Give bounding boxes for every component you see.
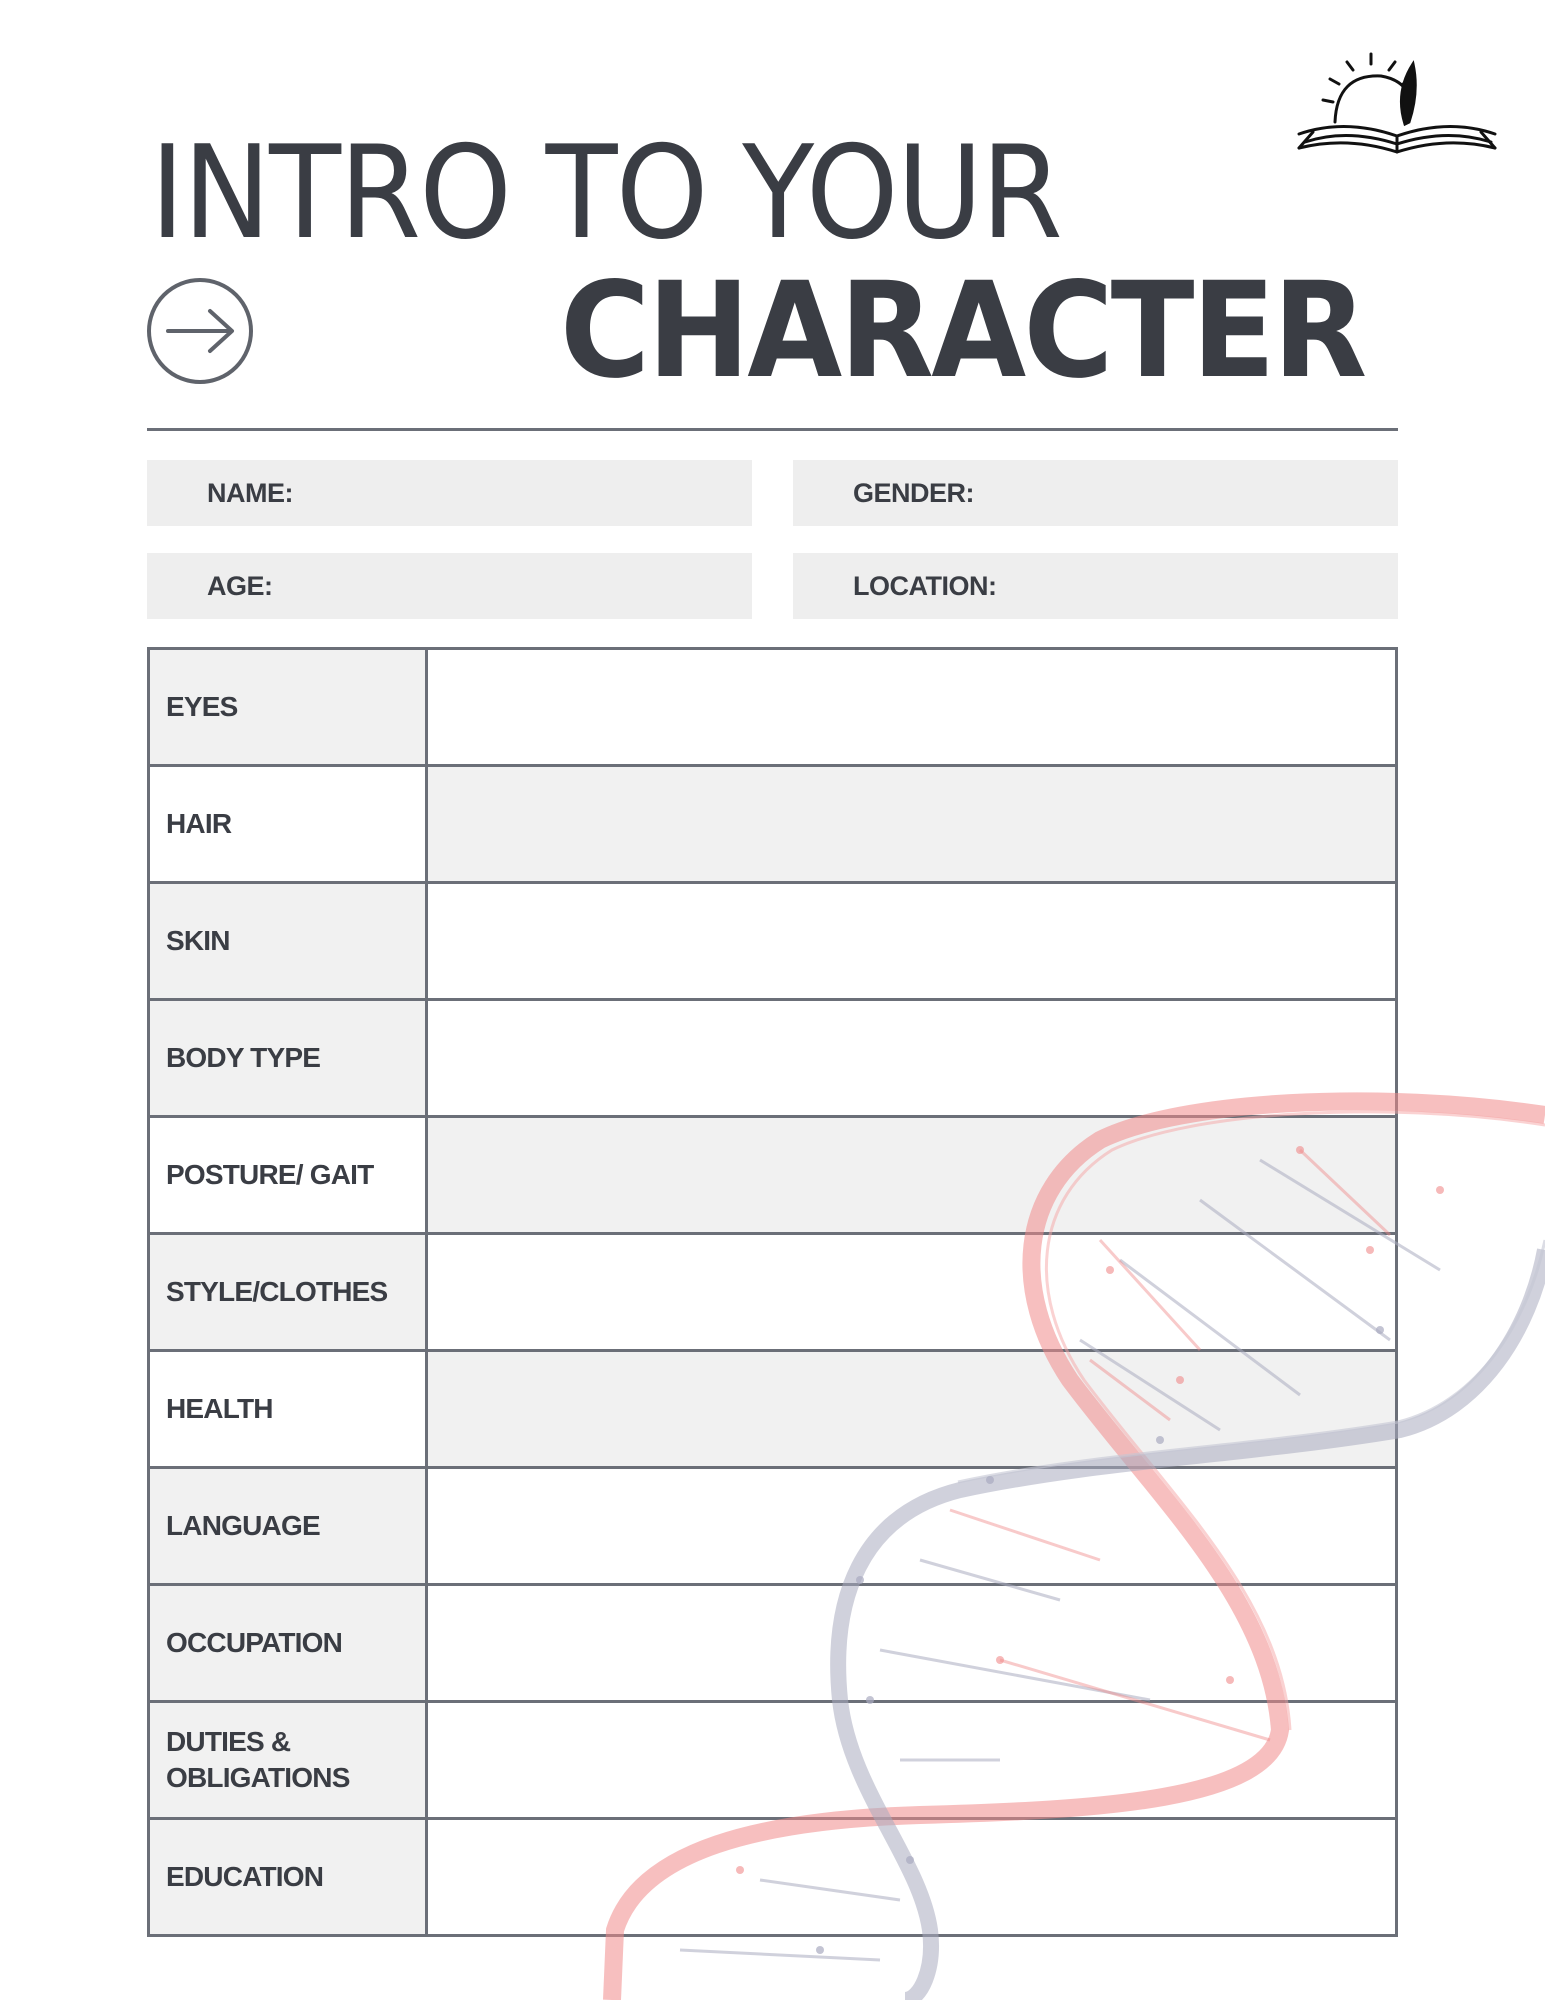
- trait-row-hair: [149, 766, 1397, 883]
- trait-table: [147, 647, 1398, 1937]
- trait-value-cell[interactable]: [427, 1000, 1397, 1117]
- trait-label: DUTIES & OBLIGATIONS: [149, 1702, 427, 1819]
- trait-value-cell[interactable]: [427, 1351, 1397, 1468]
- trait-value-cell[interactable]: [427, 1702, 1397, 1819]
- trait-value-cell[interactable]: [427, 1234, 1397, 1351]
- trait-row-eyes: [149, 649, 1397, 766]
- header-divider: [147, 428, 1398, 431]
- gender-label: GENDER:: [853, 477, 975, 508]
- trait-value-cell[interactable]: [427, 883, 1397, 1000]
- trait-value-cell[interactable]: [427, 1117, 1397, 1234]
- age-field[interactable]: [147, 553, 752, 619]
- trait-row-skin: [149, 883, 1397, 1000]
- trait-label: POSTURE/ GAIT: [149, 1117, 427, 1234]
- trait-label: LANGUAGE: [149, 1468, 427, 1585]
- logo-icon: [1295, 52, 1500, 162]
- gender-field[interactable]: [793, 460, 1398, 526]
- trait-value-cell[interactable]: [427, 1468, 1397, 1585]
- location-field[interactable]: [793, 553, 1398, 619]
- trait-value-cell[interactable]: [427, 649, 1397, 766]
- trait-label: SKIN: [149, 883, 427, 1000]
- trait-value-cell[interactable]: [427, 1585, 1397, 1702]
- name-label: NAME:: [207, 477, 293, 508]
- trait-row-posture-gait: [149, 1117, 1397, 1234]
- trait-row-language: [149, 1468, 1397, 1585]
- trait-row-education: [149, 1819, 1397, 1936]
- trait-label: HAIR: [149, 766, 427, 883]
- trait-value-cell[interactable]: [427, 766, 1397, 883]
- trait-row-health: [149, 1351, 1397, 1468]
- age-label: AGE:: [207, 570, 273, 601]
- trait-row-body-type: [149, 1000, 1397, 1117]
- trait-row-occupation: [149, 1585, 1397, 1702]
- trait-value-cell[interactable]: [427, 1819, 1397, 1936]
- trait-label: HEALTH: [149, 1351, 427, 1468]
- trait-label: BODY TYPE: [149, 1000, 427, 1117]
- trait-row-duties-obligations: [149, 1702, 1397, 1819]
- title-line-1: INTRO TO YOUR: [150, 119, 1062, 268]
- trait-label: EDUCATION: [149, 1819, 427, 1936]
- trait-row-style-clothes: [149, 1234, 1397, 1351]
- trait-label: STYLE/CLOTHES: [149, 1234, 427, 1351]
- location-label: LOCATION:: [853, 570, 997, 601]
- trait-label: EYES: [149, 649, 427, 766]
- arrow-right-circle-icon: [146, 277, 254, 385]
- trait-label: OCCUPATION: [149, 1585, 427, 1702]
- title-line-2: CHARACTER: [560, 254, 1365, 408]
- name-field[interactable]: [147, 460, 752, 526]
